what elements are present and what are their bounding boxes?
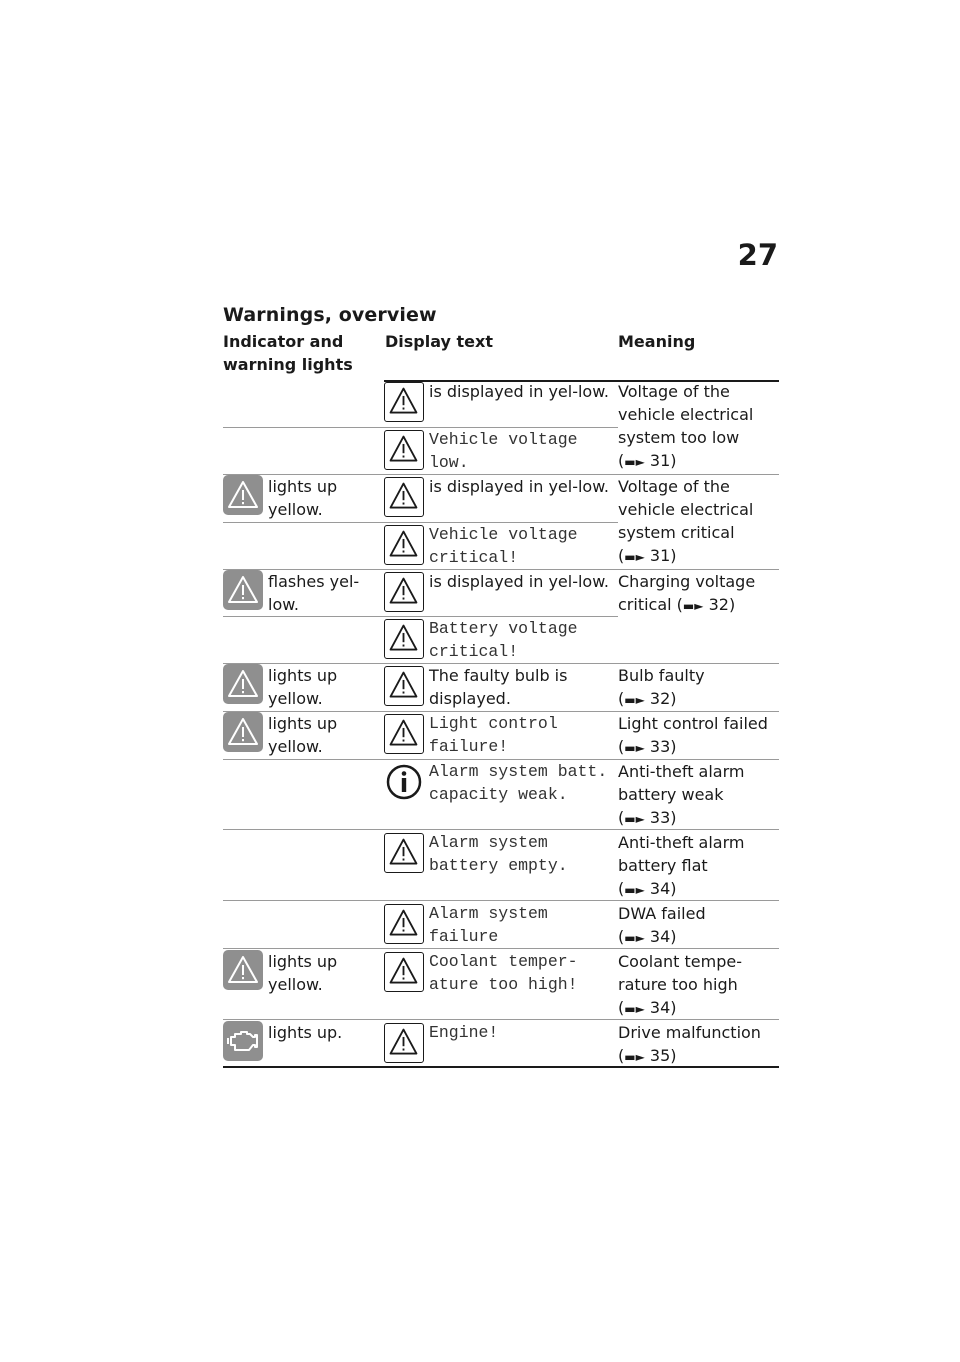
- warning-triangle-icon: [384, 572, 424, 612]
- display-text: is displayed in yel-low.: [429, 382, 609, 401]
- display-text: Alarm system battery empty.: [429, 833, 568, 875]
- display-text: The faulty bulb is displayed.: [429, 666, 568, 708]
- page-ref[interactable]: 35: [649, 1046, 671, 1065]
- warning-triangle-icon: [223, 950, 263, 990]
- page-ref-arrow-icon: ▬►: [624, 455, 645, 469]
- warning-triangle-icon: [384, 714, 424, 754]
- warning-triangle-icon: [384, 477, 424, 517]
- indicator-text: lights up.: [268, 1023, 343, 1042]
- page-ref[interactable]: 32: [649, 689, 671, 708]
- meaning-text: Voltage of the vehicle electrical system critical: [618, 477, 754, 542]
- page-ref-arrow-icon: ▬►: [624, 1050, 645, 1064]
- meaning-text: Voltage of the vehicle electrical system too low: [618, 382, 754, 447]
- page-ref[interactable]: 31: [649, 451, 671, 470]
- page-ref[interactable]: 34: [649, 998, 671, 1017]
- section-title: Warnings, overview: [223, 304, 437, 326]
- header-indicator: Indicator and warning lights: [223, 332, 353, 374]
- meaning-text: Charging voltage critical: [618, 572, 756, 614]
- row-divider: [223, 829, 779, 830]
- display-text: is displayed in yel-low.: [429, 477, 609, 496]
- warning-triangle-icon: [223, 664, 263, 704]
- indicator-text: lights up yellow.: [268, 477, 338, 519]
- warning-triangle-icon: [384, 904, 424, 944]
- indicator-text: flashes yel-low.: [268, 572, 360, 614]
- display-text: Engine!: [429, 1023, 499, 1042]
- warning-triangle-icon: [223, 712, 263, 752]
- header-display-text: Display text: [385, 332, 493, 351]
- warning-triangle-icon: [384, 666, 424, 706]
- display-text: Coolant temper-ature too high!: [429, 952, 578, 994]
- meaning-text: Anti-theft alarm battery flat: [618, 833, 745, 875]
- meaning-text: Anti-theft alarm battery weak: [618, 762, 745, 804]
- page-ref-arrow-icon: ▬►: [624, 812, 645, 826]
- page-ref[interactable]: 33: [649, 737, 671, 756]
- warning-triangle-icon: [384, 525, 424, 565]
- display-text: Battery voltage critical!: [429, 619, 578, 661]
- display-text: Vehicle voltage low.: [429, 430, 578, 472]
- indicator-text: lights up yellow.: [268, 714, 338, 756]
- row-divider: [223, 948, 779, 949]
- page-ref-arrow-icon: ▬►: [624, 550, 645, 564]
- meaning-text: DWA failed: [618, 904, 706, 923]
- meaning-text: Coolant tempe-rature too high: [618, 952, 742, 994]
- page-ref-arrow-icon: ▬►: [624, 931, 645, 945]
- page-ref[interactable]: 33: [649, 808, 671, 827]
- display-text: is displayed in yel-low.: [429, 572, 609, 591]
- display-text: Alarm system failure: [429, 904, 548, 946]
- display-text: Vehicle voltage critical!: [429, 525, 578, 567]
- warning-triangle-icon: [384, 833, 424, 873]
- page-ref[interactable]: 34: [649, 879, 671, 898]
- meaning-text: Bulb faulty: [618, 666, 705, 685]
- warning-triangle-icon: [223, 475, 263, 515]
- warning-triangle-icon: [223, 570, 263, 610]
- page-ref-arrow-icon: ▬►: [682, 599, 704, 613]
- page-ref-arrow-icon: ▬►: [624, 883, 645, 897]
- warning-triangle-icon: [384, 619, 424, 659]
- header-meaning: Meaning: [618, 332, 696, 351]
- page-number: 27: [737, 238, 778, 272]
- page-ref-arrow-icon: ▬►: [624, 1002, 645, 1016]
- warning-triangle-icon: [384, 1023, 424, 1063]
- indicator-text: lights up yellow.: [268, 952, 338, 994]
- page-ref-arrow-icon: ▬►: [624, 693, 645, 707]
- page-ref-arrow-icon: ▬►: [624, 741, 645, 755]
- engine-icon: [223, 1021, 263, 1061]
- meaning-text: Light control failed: [618, 714, 768, 733]
- display-text: Alarm system batt. capacity weak.: [429, 762, 608, 804]
- page-ref[interactable]: 32: [708, 595, 729, 614]
- warning-triangle-icon: [384, 952, 424, 992]
- row-divider: [223, 900, 779, 901]
- table-bottom-rule: [223, 1066, 779, 1068]
- page-ref[interactable]: 34: [649, 927, 671, 946]
- warning-triangle-icon: [384, 382, 424, 422]
- display-text: Light control failure!: [429, 714, 558, 756]
- info-icon: [384, 762, 424, 802]
- meaning-text: Drive malfunction: [618, 1023, 761, 1042]
- indicator-text: lights up yellow.: [268, 666, 338, 708]
- page-ref[interactable]: 31: [649, 546, 671, 565]
- row-divider: [223, 1019, 779, 1020]
- warning-triangle-icon: [384, 430, 424, 470]
